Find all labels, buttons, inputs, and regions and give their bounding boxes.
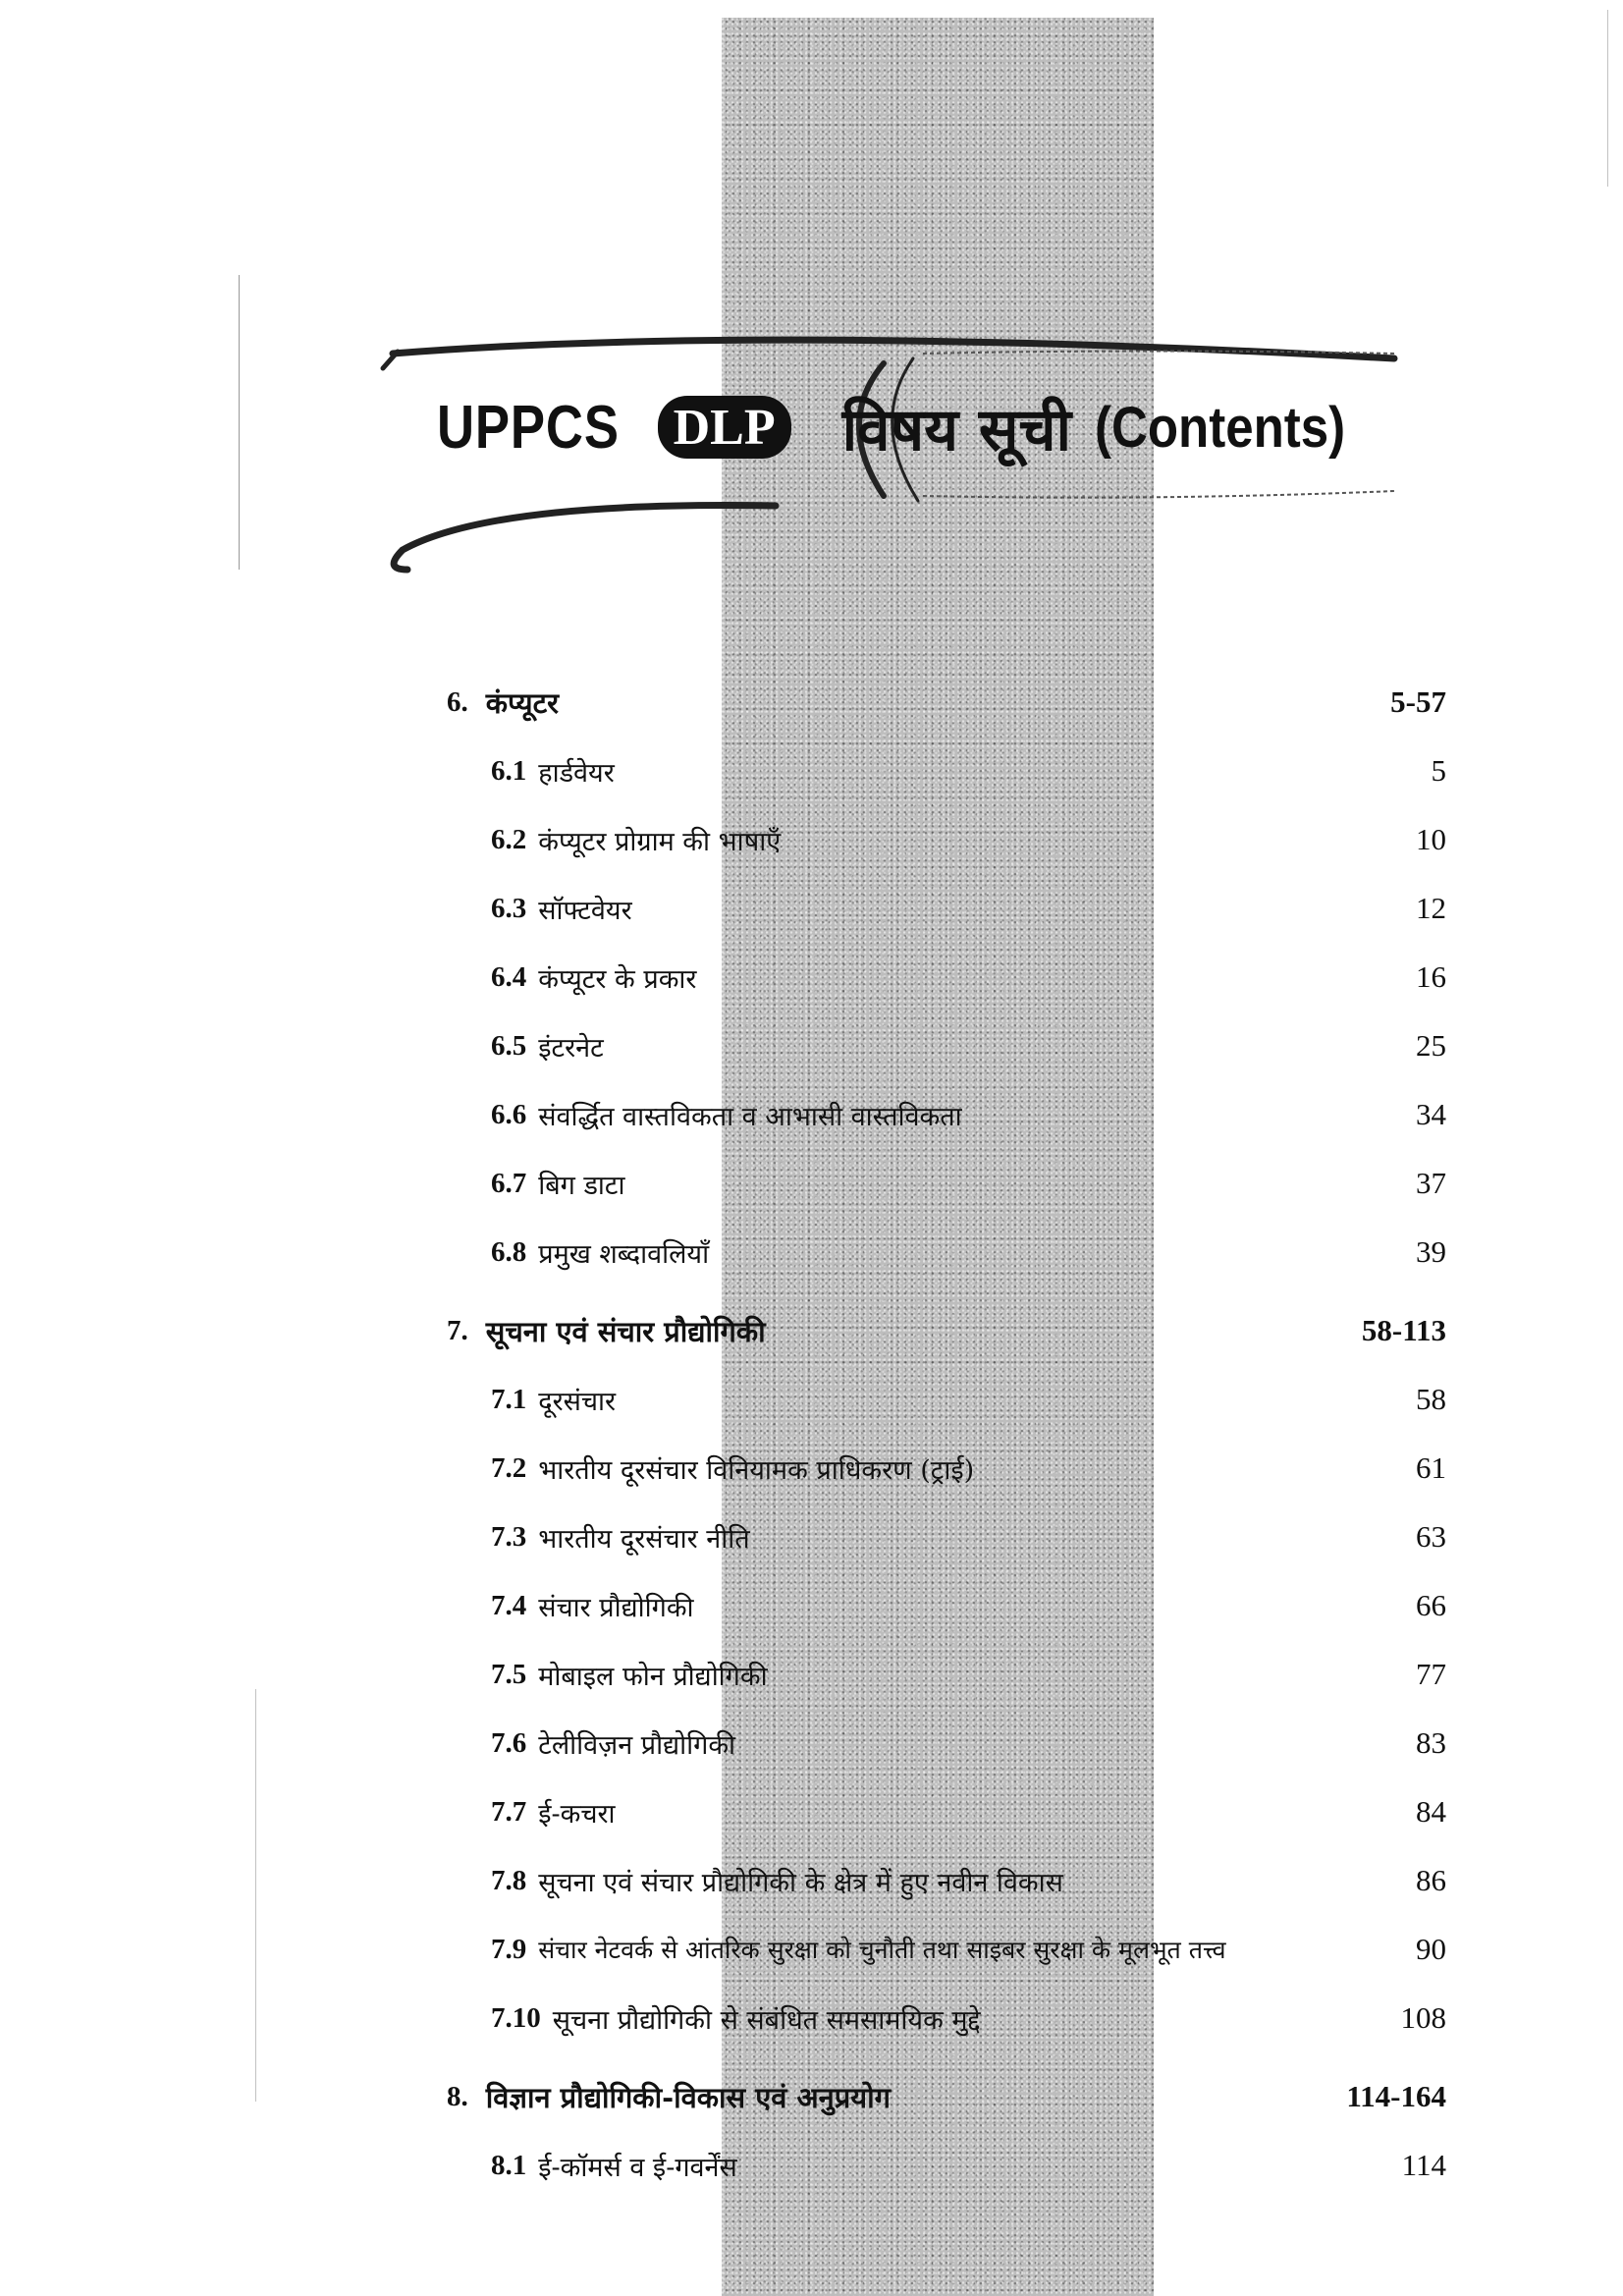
toc-page: 10 xyxy=(1416,822,1446,856)
toc-title: इंटरनेट xyxy=(538,1032,604,1064)
toc-number: 7.7 xyxy=(491,1795,527,1828)
toc-number: 6. xyxy=(447,685,468,718)
toc-section xyxy=(491,1719,735,1768)
toc-section xyxy=(491,1512,750,1561)
toc-title: संचार प्रौद्योगिकी xyxy=(538,1592,694,1623)
toc-page: 77 xyxy=(1416,1657,1446,1691)
toc-number: 7.6 xyxy=(491,1726,527,1759)
toc-number: 7.10 xyxy=(491,2001,541,2034)
toc-section xyxy=(491,1994,981,2043)
toc-number: 7.4 xyxy=(491,1589,527,1621)
toc-title: कंप्यूटर प्रोग्राम की भाषाएँ xyxy=(538,826,782,857)
toc-title: कंप्यूटर xyxy=(485,685,560,720)
toc-number: 6.7 xyxy=(491,1167,527,1199)
toc-number: 6.5 xyxy=(491,1029,527,1062)
toc-number: 7.8 xyxy=(491,1864,527,1896)
toc-number: 7. xyxy=(447,1314,468,1346)
toc-chapter xyxy=(447,1306,766,1355)
toc-page: 108 xyxy=(1400,2000,1446,2035)
toc-page: 86 xyxy=(1416,1863,1446,1897)
toc-section xyxy=(491,1021,604,1070)
toc-section xyxy=(491,884,632,933)
left-scan-edge-lower xyxy=(255,1689,256,2102)
toc-page: 114 xyxy=(1401,2148,1446,2182)
toc-section xyxy=(491,1787,616,1836)
toc-title: ई-कचरा xyxy=(538,1798,616,1830)
toc-title: भारतीय दूरसंचार नीति xyxy=(538,1523,750,1555)
toc-page: 61 xyxy=(1416,1450,1446,1485)
toc-number: 8.1 xyxy=(491,2149,527,2181)
page-title xyxy=(437,378,1380,476)
toc-chapter xyxy=(447,2072,891,2121)
toc-title: संवर्द्धित वास्तविकता व आभासी वास्तविकता xyxy=(538,1101,962,1132)
toc-title: प्रमुख शब्दावलियाँ xyxy=(538,1238,710,1270)
toc-number: 6.3 xyxy=(491,892,527,924)
toc-chapter xyxy=(447,678,559,727)
toc-number: 6.2 xyxy=(491,823,527,855)
toc-page: 90 xyxy=(1416,1932,1446,1966)
toc-page: 34 xyxy=(1416,1097,1446,1131)
toc-section xyxy=(491,1856,1063,1905)
toc-title: सूचना प्रौद्योगिकी से संबंधित समसामयिक मुद्दे xyxy=(552,2004,981,2036)
toc-section xyxy=(491,815,781,864)
toc-number: 6.8 xyxy=(491,1235,527,1268)
toc-section xyxy=(491,1444,974,1493)
toc-number: 7.5 xyxy=(491,1658,527,1690)
toc-page: 66 xyxy=(1416,1588,1446,1622)
toc-title: ई-कॉमर्स व ई-गवर्नेंस xyxy=(538,2152,737,2183)
title-brand: UPPCS xyxy=(437,393,620,462)
toc-page: 12 xyxy=(1416,891,1446,925)
toc-page: 39 xyxy=(1416,1234,1446,1269)
toc-page: 83 xyxy=(1416,1725,1446,1760)
toc-title: संचार नेटवर्क से आंतरिक सुरक्षा को चुनौती तथा साइबर सुरक्षा के मूलभूत तत्त्व xyxy=(538,1936,1226,1964)
toc-title: दूरसंचार xyxy=(538,1386,617,1417)
toc-number: 7.9 xyxy=(491,1933,527,1965)
title-hindi: विषय सूची xyxy=(841,396,1072,465)
toc-page: 5-57 xyxy=(1390,684,1446,719)
toc-number: 6.4 xyxy=(491,960,527,993)
toc-section xyxy=(491,1581,694,1630)
toc-title: बिग डाटा xyxy=(538,1170,625,1201)
toc-title: सूचना एवं संचार प्रौद्योगिकी xyxy=(485,1314,766,1348)
toc-section xyxy=(491,1925,1226,1974)
toc-page: 58-113 xyxy=(1361,1313,1446,1347)
toc-page: 16 xyxy=(1416,959,1446,994)
toc-page: 25 xyxy=(1416,1028,1446,1063)
toc-title: विज्ञान प्रौद्योगिकी-विकास एवं अनुप्रयोग xyxy=(485,2080,891,2114)
toc-section xyxy=(491,1650,768,1699)
toc-number: 6.6 xyxy=(491,1098,527,1130)
toc-section xyxy=(491,1090,962,1139)
toc-section xyxy=(491,953,696,1002)
toc-page: 58 xyxy=(1416,1382,1446,1416)
toc-page: 84 xyxy=(1416,1794,1446,1829)
title-badge: DLP xyxy=(658,396,791,459)
toc-title: सूचना एवं संचार प्रौद्योगिकी के क्षेत्र में हुए नवीन विकास xyxy=(538,1867,1063,1898)
toc-section xyxy=(491,1375,616,1424)
toc-section xyxy=(491,1159,624,1208)
toc-title: भारतीय दूरसंचार विनियामक प्राधिकरण (ट्राई) xyxy=(538,1454,975,1486)
toc-number: 7.2 xyxy=(491,1451,527,1484)
toc-title: कंप्यूटर के प्रकार xyxy=(538,963,697,995)
toc-title: मोबाइल फोन प्रौद्योगिकी xyxy=(538,1661,768,1692)
toc-section xyxy=(491,1228,709,1277)
toc-page: 114-164 xyxy=(1346,2079,1446,2113)
left-scan-edge xyxy=(239,275,240,570)
toc-number: 7.3 xyxy=(491,1520,527,1553)
toc-number: 7.1 xyxy=(491,1383,527,1415)
title-english: (Contents) xyxy=(1095,395,1346,460)
toc-section xyxy=(491,2141,737,2190)
toc-title: टेलीविज़न प्रौद्योगिकी xyxy=(538,1729,736,1761)
toc-number: 8. xyxy=(447,2080,468,2112)
toc-title: सॉफ्टवेयर xyxy=(538,895,632,926)
toc-page: 63 xyxy=(1416,1519,1446,1554)
right-scan-edge xyxy=(1607,10,1608,187)
toc-title: हार्डवेयर xyxy=(538,757,615,789)
toc-page: 5 xyxy=(1431,753,1446,788)
toc-number: 6.1 xyxy=(491,754,527,787)
toc-section xyxy=(491,746,615,795)
toc-page: 37 xyxy=(1416,1166,1446,1200)
